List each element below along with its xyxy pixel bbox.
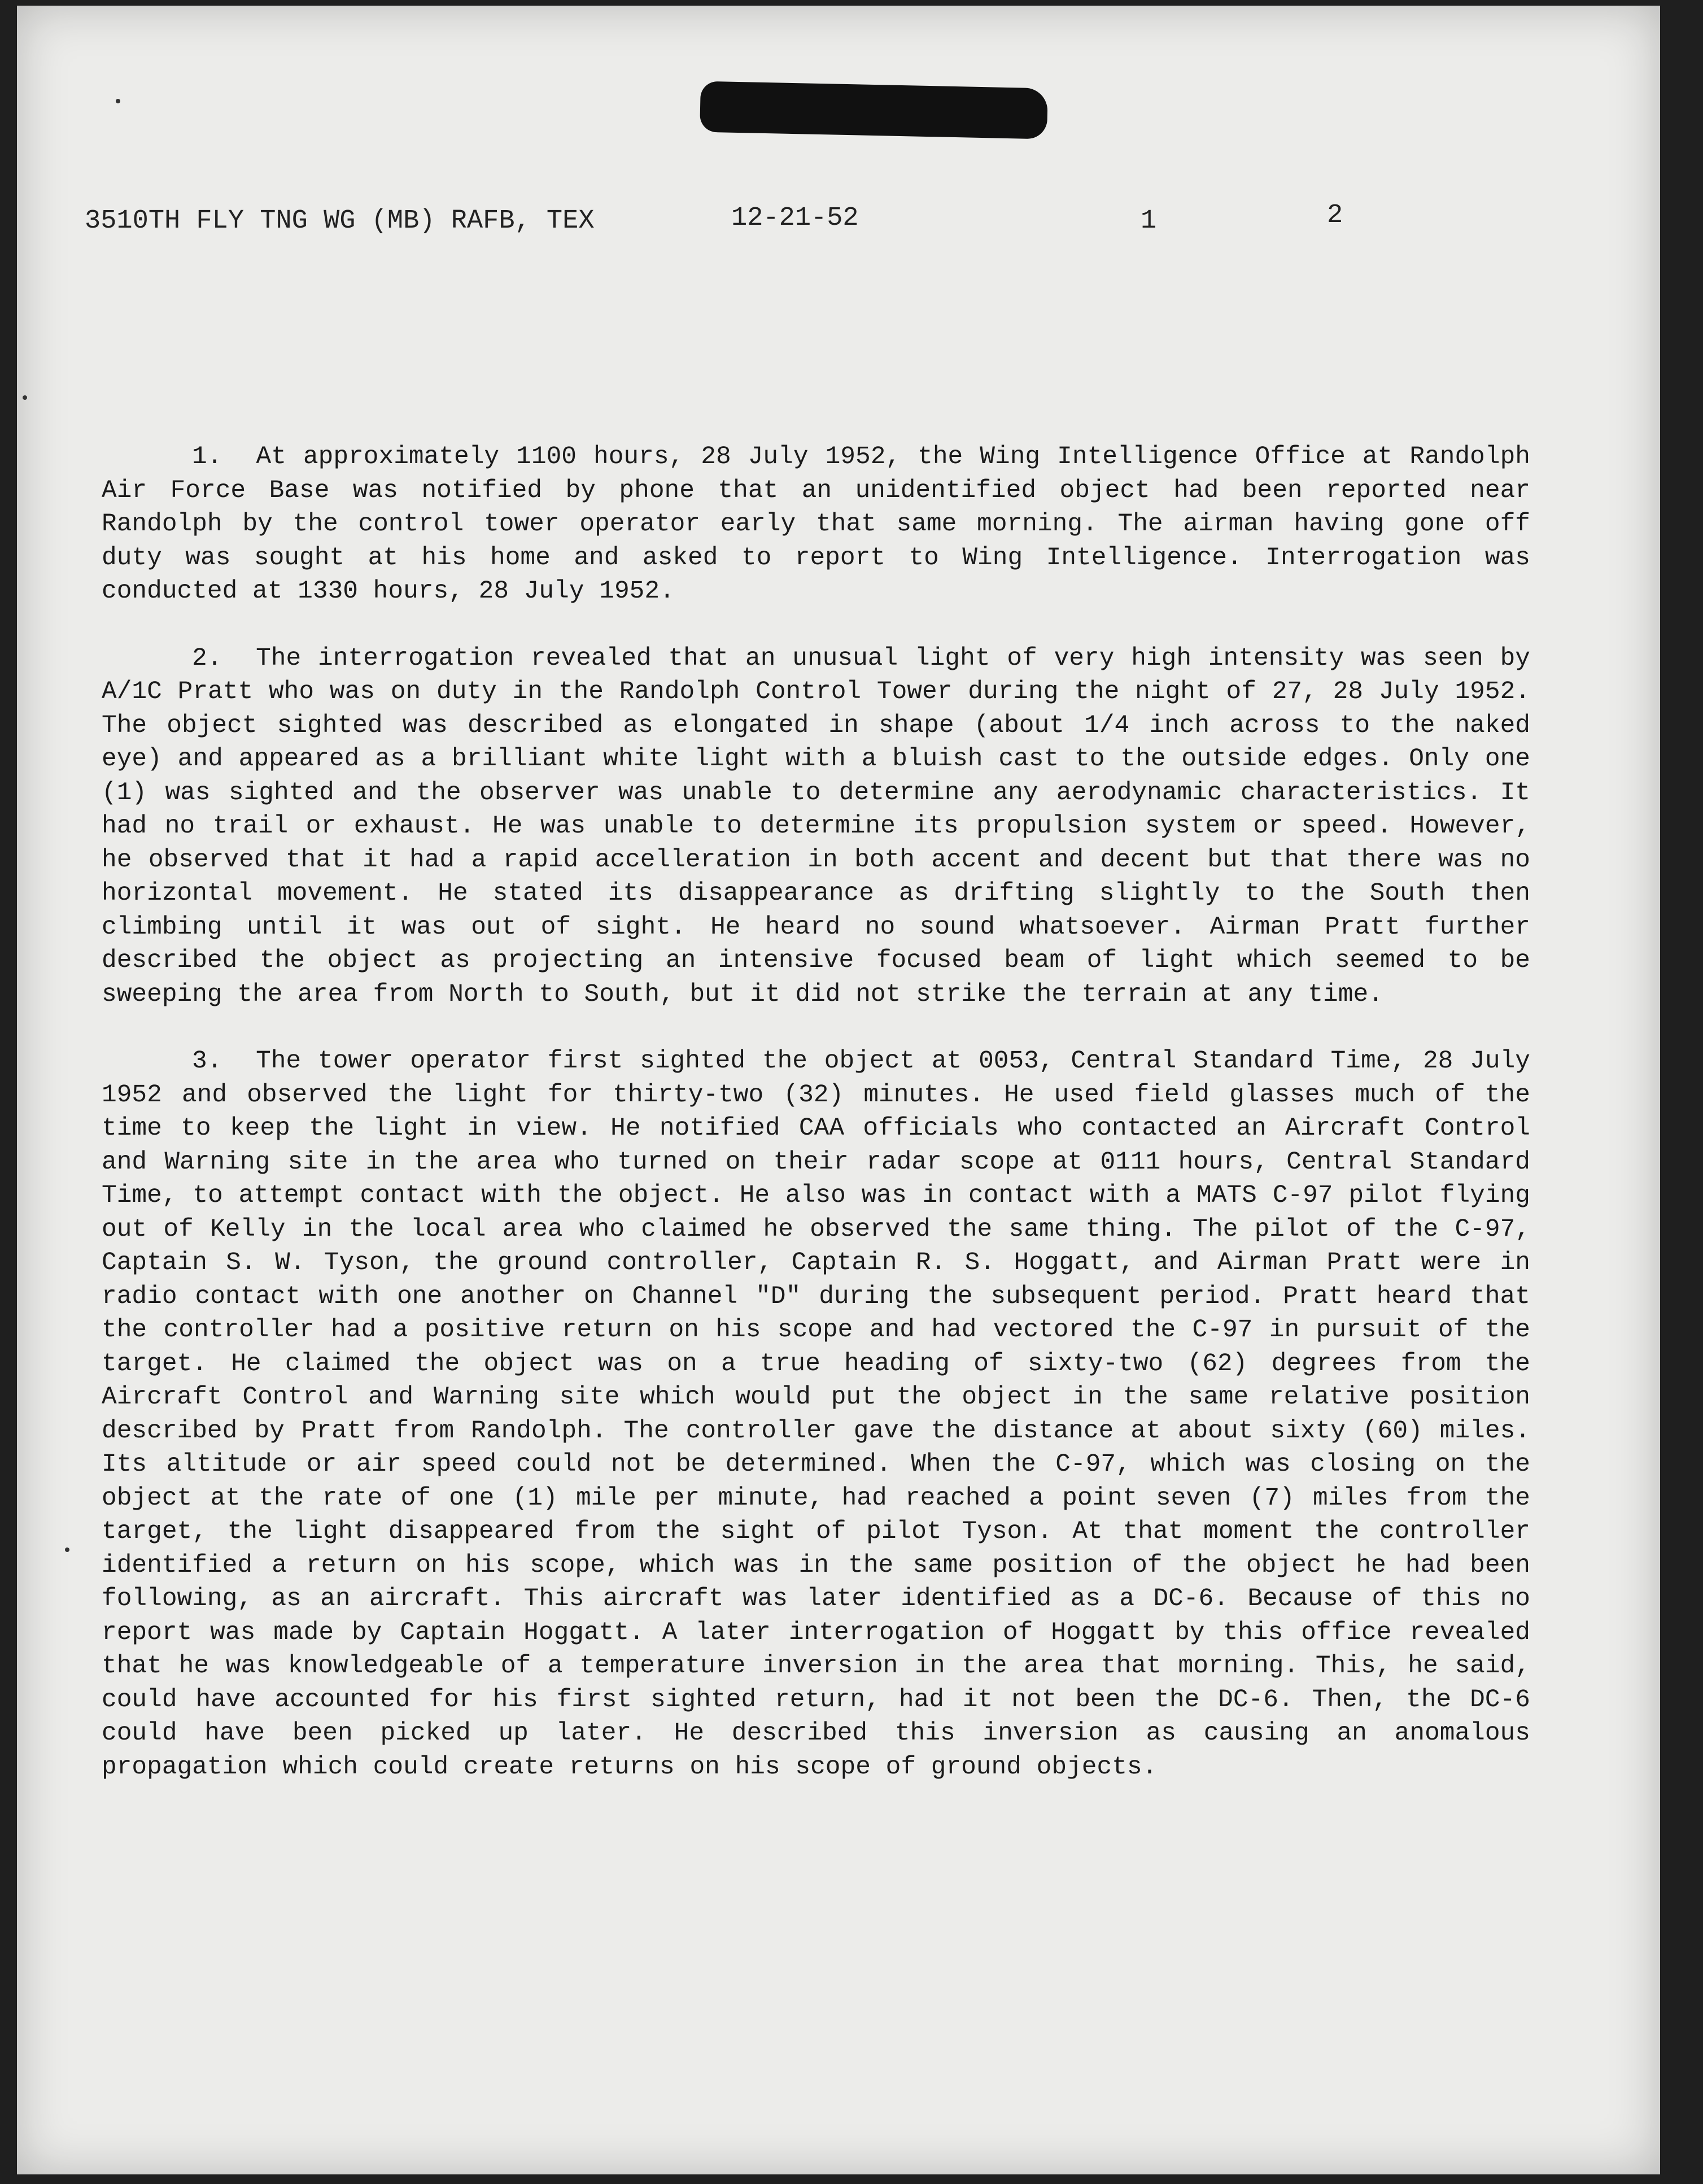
paragraph-text: At approximately 1100 hours, 28 July 1952, the Wing Intelligence Office at Randolph Air Force Base was notified by phone that an unidentified object had been reported near Randolph by the control tower operator early that same morning. The airman having gone off duty was sought at his home and asked to report to Wing Intelligence. Interrogation was conducted at 1330 hours, 28 July 1952. xyxy=(102,443,1530,605)
paragraph-2 xyxy=(102,642,1530,1012)
paragraph-text: The interrogation revealed that an unusual light of very high intensity was seen by A/1C Pratt who was on duty in the Randolph Control Tower during the night of 27, 28 July 1952. The object sighted was described as elongated in shape (about 1/4 inch across to the naked eye) and appeared as a brilliant white light with a bluish cast to the outside edges. Only one (1) was sighted and the observer was unable to determine any aerodynamic characteristics. It had no trail or exhaust. He was unable to determine its propulsion system or speed. However, he observed that it had a rapid accelleration in both accent and decent but that there was no horizontal movement. He stated its disappearance as drifting slightly to the South then climbing until it was out of sight. He heard no sound whatsoever. Airman Pratt further described the object as projecting an intensive focused beam of light which seemed to be sweeping the area from North to South, but it did not strike the terrain at any time. xyxy=(102,644,1530,1009)
copy-number: 1 xyxy=(1141,206,1157,236)
unit-designation: 3510TH FLY TNG WG (MB) RAFB, TEX xyxy=(85,206,595,236)
paragraph-1 xyxy=(102,441,1530,609)
document-date: 12-21-52 xyxy=(731,203,859,233)
scan-speck xyxy=(65,1547,69,1552)
paragraph-number: 1. xyxy=(192,443,222,471)
paragraph-number: 3. xyxy=(192,1047,222,1075)
document-page xyxy=(17,6,1660,2174)
paragraph-3 xyxy=(102,1045,1530,1784)
paragraph-text: The tower operator first sighted the object at 0053, Central Standard Time, 28 July 1952 and observed the light for thirty-two (32) minutes. He used field glasses much of the time to keep the light in view. He notified CAA officials who contacted an Aircraft Control and Warning site in the area who turned on their radar scope at 0111 hours, Central Standard Time, to attempt contact with the object. He also was in contact with a MATS C-97 pilot flying out of Kelly in the local area who claimed he observed the same thing. The pilot of the C-97, Captain S. W. Tyson, the ground controller, Captain R. S. Hoggatt, and Airman Pratt were in radio contact with one another on Channel "D" during the subsequent period. Pratt heard that the controller had a positive return on his scope and had vectored the C-97 in pursuit of the target. He claimed the object was on a true heading of sixty-two (62) degrees from the Aircraft Control and Warning site which would put the object in the same relative position described by Pratt from Randolph. The controller gave the distance at about sixty (60) miles. Its altitude or air speed could not be determined. When the C-97, which was closing on the object at the rate of one (1) mile per minute, had reached a point seven (7) miles from the target, the light disappeared from the sight of pilot Tyson. At that moment the controller identified a return on his scope, which was in the same position of the object he had been following, as an aircraft. This aircraft was later identified as a DC-6. Because of this no report was made by Captain Hoggatt. A later interrogation of Hoggatt by this office revealed that he was knowledgeable of a temperature inversion in the area that morning. This, he said, could have accounted for his first sighted return, had it not been the DC-6. Then, the DC-6 could have been picked up later. He described this inversion as causing an anomalous propagation which could create returns on his scope of ground objects. xyxy=(102,1047,1530,1781)
document-header xyxy=(17,200,1660,257)
document-body xyxy=(102,441,1530,1817)
paragraph-number: 2. xyxy=(192,644,222,673)
scan-speck xyxy=(23,395,27,400)
page-number: 2 xyxy=(1327,200,1343,230)
redaction-bar xyxy=(700,81,1048,140)
scan-speck xyxy=(116,99,120,103)
